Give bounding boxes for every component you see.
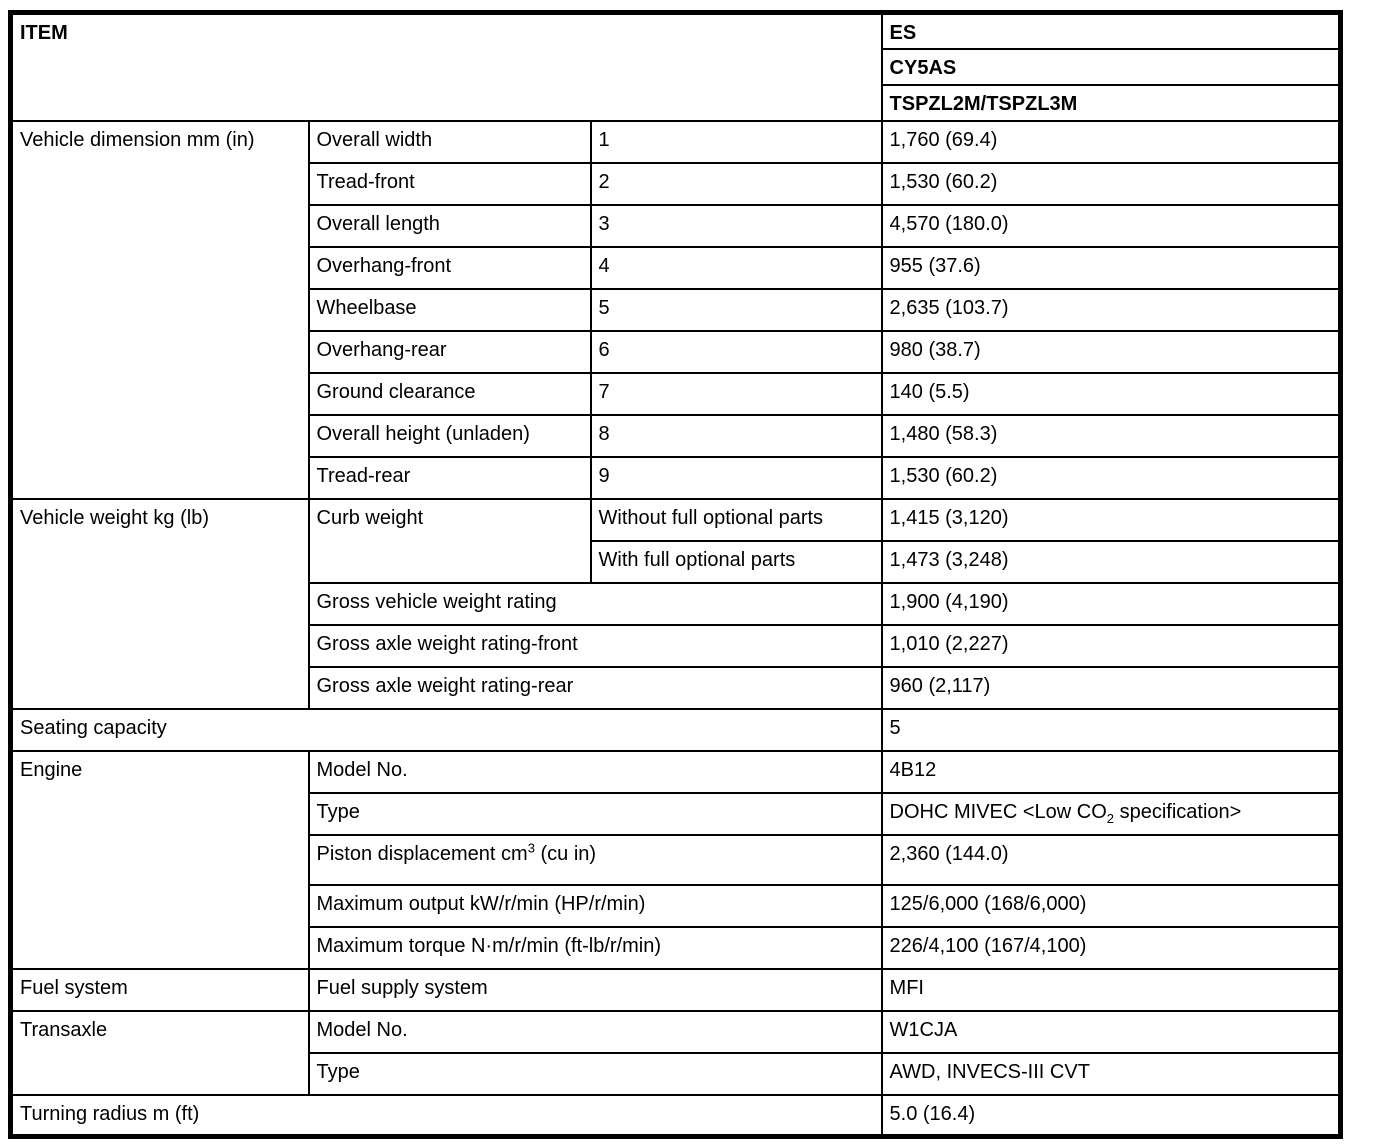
- dimension-value: 4,570 (180.0): [882, 205, 1341, 247]
- section-label-engine: Engine: [11, 751, 309, 969]
- engine-model-value: 4B12: [882, 751, 1341, 793]
- trim-level-cell: ES: [882, 13, 1341, 49]
- transaxle-type-value: AWD, INVECS-III CVT: [882, 1053, 1341, 1095]
- curb-weight-condition: Without full optional parts: [591, 499, 882, 541]
- engine-model-label: Model No.: [309, 751, 882, 793]
- weight-rating-name: Gross axle weight rating-front: [309, 625, 882, 667]
- weight-rating-name: Gross vehicle weight rating: [309, 583, 882, 625]
- dimension-value: 140 (5.5): [882, 373, 1341, 415]
- curb-weight-condition: With full optional parts: [591, 541, 882, 583]
- engine-torque-label: Maximum torque N·m/r/min (ft-lb/r/min): [309, 927, 882, 969]
- dimension-value: 1,530 (60.2): [882, 163, 1341, 205]
- engine-displacement-value: 2,360 (144.0): [882, 835, 1341, 885]
- engine-torque-value: 226/4,100 (167/4,100): [882, 927, 1341, 969]
- dimension-name: Overall length: [309, 205, 591, 247]
- dimension-name: Tread-front: [309, 163, 591, 205]
- dimension-ref: 4: [591, 247, 882, 289]
- engine-output-label: Maximum output kW/r/min (HP/r/min): [309, 885, 882, 927]
- dimension-value: 1,480 (58.3): [882, 415, 1341, 457]
- equipment-code-cell: TSPZL2M/TSPZL3M: [882, 85, 1341, 121]
- engine-type-value-text: specification>: [1114, 800, 1242, 823]
- dimension-value: 2,635 (103.7): [882, 289, 1341, 331]
- dimension-ref: 8: [591, 415, 882, 457]
- seating-capacity-value: 5: [882, 709, 1341, 751]
- engine-type-label: Type: [309, 793, 882, 835]
- weight-rating-name: Gross axle weight rating-rear: [309, 667, 882, 709]
- transaxle-type-label: Type: [309, 1053, 882, 1095]
- dimension-value: 1,530 (60.2): [882, 457, 1341, 499]
- dimension-value: 1,760 (69.4): [882, 121, 1341, 163]
- engine-type-value: [882, 793, 1341, 835]
- dimension-ref: 9: [591, 457, 882, 499]
- dimension-name: Overhang-rear: [309, 331, 591, 373]
- dimension-ref: 1: [591, 121, 882, 163]
- dimension-name: Wheelbase: [309, 289, 591, 331]
- transaxle-model-value: W1CJA: [882, 1011, 1341, 1053]
- dimension-name: Tread-rear: [309, 457, 591, 499]
- item-header-cell: ITEM: [11, 13, 882, 121]
- turning-radius-label: Turning radius m (ft): [11, 1095, 882, 1137]
- subscript-2: 2: [1106, 810, 1115, 826]
- curb-weight-value: 1,473 (3,248): [882, 541, 1341, 583]
- dimension-name: Overhang-front: [309, 247, 591, 289]
- engine-displacement-label-text: Piston displacement cm: [316, 842, 528, 865]
- dimension-ref: 2: [591, 163, 882, 205]
- superscript-3: 3: [527, 839, 535, 855]
- engine-displacement-label-text: (cu in): [534, 842, 597, 865]
- fuel-supply-value: MFI: [882, 969, 1341, 1011]
- dimension-value: 980 (38.7): [882, 331, 1341, 373]
- section-label-vehicle-dimension: Vehicle dimension mm (in): [11, 121, 309, 499]
- dimension-value: 955 (37.6): [882, 247, 1341, 289]
- turning-radius-value: 5.0 (16.4): [882, 1095, 1341, 1137]
- vehicle-spec-table: [8, 10, 1343, 1139]
- dimension-ref: 6: [591, 331, 882, 373]
- curb-weight-label: Curb weight: [309, 499, 591, 583]
- weight-rating-value: 1,010 (2,227): [882, 625, 1341, 667]
- seating-capacity-label: Seating capacity: [11, 709, 882, 751]
- engine-output-value: 125/6,000 (168/6,000): [882, 885, 1341, 927]
- dimension-ref: 3: [591, 205, 882, 247]
- dimension-ref: 7: [591, 373, 882, 415]
- weight-rating-value: 1,900 (4,190): [882, 583, 1341, 625]
- engine-type-value-text: DOHC MIVEC <Low CO: [889, 800, 1107, 823]
- section-label-vehicle-weight: Vehicle weight kg (lb): [11, 499, 309, 709]
- section-label-transaxle: Transaxle: [11, 1011, 309, 1095]
- dimension-name: Overall height (unladen): [309, 415, 591, 457]
- dimension-name: Ground clearance: [309, 373, 591, 415]
- dimension-ref: 5: [591, 289, 882, 331]
- section-label-fuel-system: Fuel system: [11, 969, 309, 1011]
- weight-rating-value: 960 (2,117): [882, 667, 1341, 709]
- dimension-name: Overall width: [309, 121, 591, 163]
- model-code-cell: CY5AS: [882, 49, 1341, 85]
- transaxle-model-label: Model No.: [309, 1011, 882, 1053]
- fuel-supply-label: Fuel supply system: [309, 969, 882, 1011]
- engine-displacement-label: [309, 835, 882, 885]
- curb-weight-value: 1,415 (3,120): [882, 499, 1341, 541]
